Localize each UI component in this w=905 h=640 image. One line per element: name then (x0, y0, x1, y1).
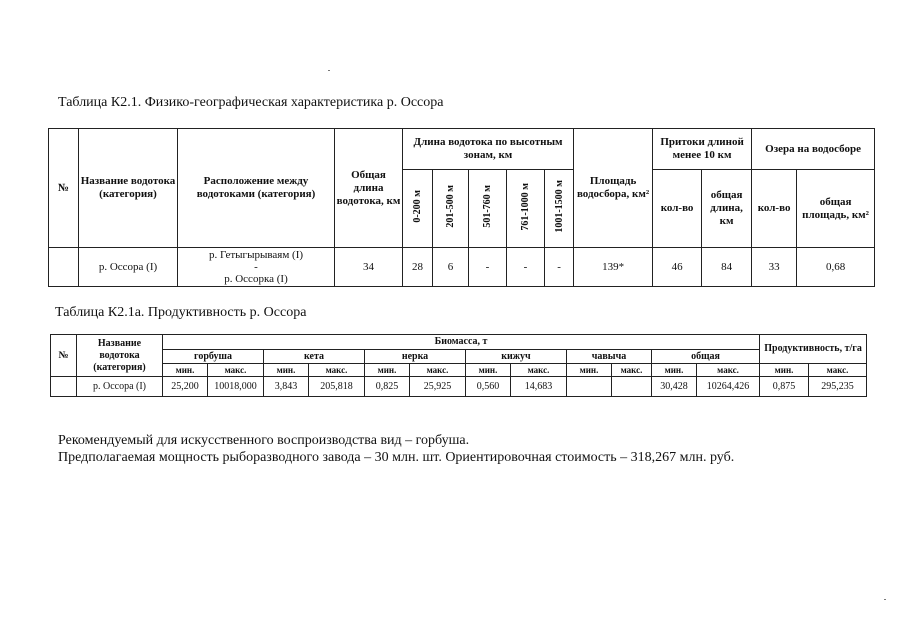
cell-num (49, 248, 79, 287)
t2-header-species-sockeye: нерка (365, 350, 466, 364)
t2-header-species-coho: кижуч (466, 350, 567, 364)
cell-tributaries-count: 46 (653, 248, 702, 287)
t2-cell-coho-max: 14,683 (511, 377, 567, 397)
table1-caption: Таблица К2.1. Физико-географическая характеристика р. Оссора (58, 95, 444, 110)
t2-header-biomass-group: Биомасса, т (163, 335, 760, 350)
physical-geography-table (48, 128, 875, 287)
t2-cell-chum-max: 205,818 (309, 377, 365, 397)
header-location: Расположение между водотоками (категория) (178, 129, 335, 248)
t2-cell-pink-max: 10018,000 (208, 377, 264, 397)
cell-location-downstream: р. Оссорка (I) (224, 273, 288, 285)
t2-header-max: макс. (697, 364, 760, 377)
t2-header-min: мин. (567, 364, 612, 377)
header-zone-761-1000 (507, 170, 545, 248)
t2-header-min: мин. (760, 364, 809, 377)
header-zone-0-200 (403, 170, 433, 248)
t2-cell-chum-min: 3,843 (264, 377, 309, 397)
scan-speck (884, 599, 886, 600)
header-zones-group: Длина водотока по высотным зонам, км (403, 129, 574, 170)
t2-header-species-total: общая (652, 350, 760, 364)
cell-tributaries-length: 84 (702, 248, 752, 287)
capacity-text: Предполагаемая мощность рыборазводного завода – 30 млн. шт. Ориентировочная стоимость – 318,267 млн. руб. (58, 450, 735, 465)
t2-header-min: мин. (466, 364, 511, 377)
cell-zone-1001-1500: - (545, 248, 574, 287)
header-tributaries-group: Притоки длиной менее 10 км (653, 129, 752, 170)
t2-cell-total-min: 30,428 (652, 377, 697, 397)
scan-speck (328, 70, 330, 71)
t2-cell-pink-min: 25,200 (163, 377, 208, 397)
table2-caption: Таблица К2.1а. Продуктивность р. Оссора (55, 305, 307, 320)
t2-header-min: мин. (365, 364, 410, 377)
t2-header-max: макс. (511, 364, 567, 377)
header-num: № (49, 129, 79, 248)
cell-total-length: 34 (335, 248, 403, 287)
header-zone-201-500-label: 201-500 м (445, 185, 456, 228)
t2-header-species-chinook: чавыча (567, 350, 652, 364)
cell-location (178, 248, 335, 287)
t2-cell-productivity-min: 0,875 (760, 377, 809, 397)
header-lakes-group: Озера на водосборе (752, 129, 875, 170)
t2-header-max: макс. (309, 364, 365, 377)
t2-header-max: макс. (809, 364, 867, 377)
cell-area: 139* (574, 248, 653, 287)
t2-header-species-chum: кета (264, 350, 365, 364)
t2-header-num: № (51, 335, 77, 377)
cell-lakes-count: 33 (752, 248, 797, 287)
cell-location-upstream: р. Гетыгырываям (I) (208, 249, 304, 261)
t2-header-name: Название водотока (категория) (77, 335, 163, 377)
t2-header-max: макс. (410, 364, 466, 377)
header-zone-1001-1500-label: 1001-1500 м (553, 180, 565, 233)
cell-lakes-area: 0,68 (797, 248, 875, 287)
header-zone-201-500 (433, 170, 469, 248)
t2-cell-total-max: 10264,426 (697, 377, 760, 397)
header-zone-501-760 (469, 170, 507, 248)
header-zone-1001-1500 (545, 170, 574, 248)
cell-zone-0-200: 28 (403, 248, 433, 287)
header-name: Название водотока (категория) (79, 129, 178, 248)
t2-cell-coho-min: 0,560 (466, 377, 511, 397)
header-tributaries-count: кол-во (653, 170, 702, 248)
cell-zone-201-500: 6 (433, 248, 469, 287)
cell-location-separator: - (254, 261, 258, 273)
t2-cell-sockeye-max: 25,925 (410, 377, 466, 397)
header-area: Площадь водосбора, км² (574, 129, 653, 248)
t2-header-min: мин. (652, 364, 697, 377)
t2-cell-sockeye-min: 0,825 (365, 377, 410, 397)
header-zone-761-1000-label: 761-1000 м (520, 182, 531, 231)
t2-header-max: макс. (612, 364, 652, 377)
t2-header-min: мин. (264, 364, 309, 377)
cell-zone-761-1000: - (507, 248, 545, 287)
header-lakes-area: общая площадь, км² (797, 170, 875, 248)
header-tributaries-length: общая длина, км (702, 170, 752, 248)
table-row (51, 377, 867, 397)
header-lakes-count: кол-во (752, 170, 797, 248)
t2-cell-name: р. Оссора (I) (77, 377, 163, 397)
t2-header-min: мин. (163, 364, 208, 377)
t2-header-max: макс. (208, 364, 264, 377)
cell-zone-501-760: - (469, 248, 507, 287)
header-zone-501-760-label: 501-760 м (482, 185, 493, 228)
t2-cell-chinook-max (612, 377, 652, 397)
t2-cell-chinook-min (567, 377, 612, 397)
header-zone-0-200-label: 0-200 м (412, 190, 423, 223)
productivity-table (50, 334, 867, 397)
table-row (49, 248, 875, 287)
t2-header-productivity: Продуктивность, т/га (760, 335, 867, 364)
header-total-length: Общая длина водотока, км (335, 129, 403, 248)
cell-name: р. Оссора (I) (79, 248, 178, 287)
t2-header-species-pink: горбуша (163, 350, 264, 364)
recommendation-text: Рекомендуемый для искусственного воспроизводства вид – горбуша. (58, 433, 470, 448)
t2-cell-productivity-max: 295,235 (809, 377, 867, 397)
t2-cell-num (51, 377, 77, 397)
